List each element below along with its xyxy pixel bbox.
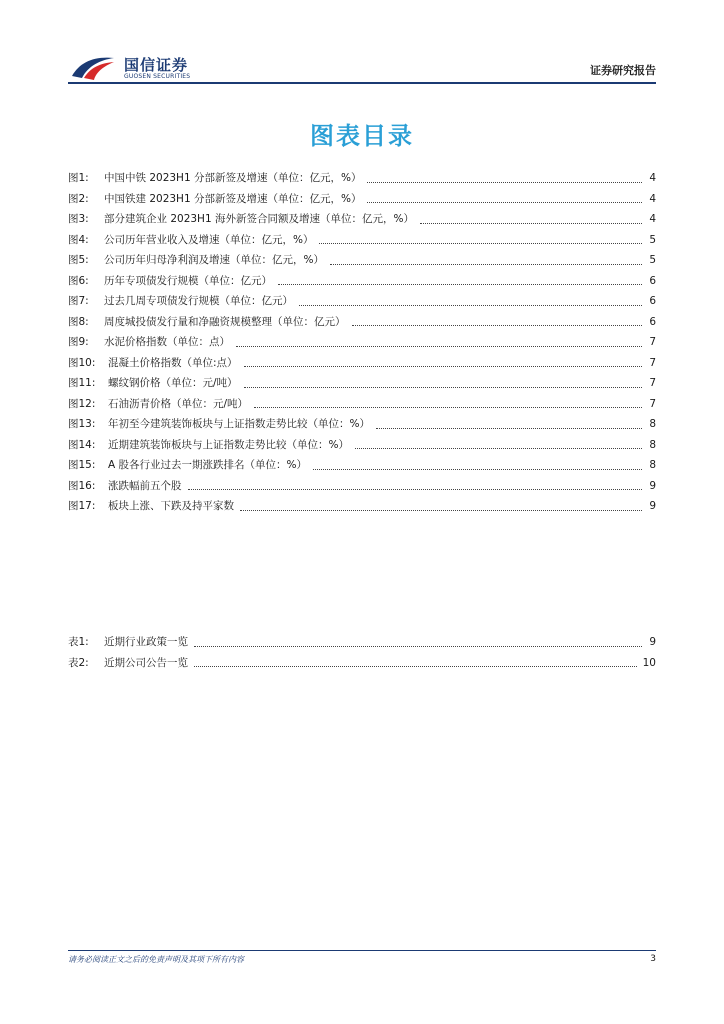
dot-leader	[194, 646, 642, 647]
logo-subtext: GUOSEN SECURITIES	[124, 73, 191, 80]
toc-entry-page: 4	[649, 213, 656, 226]
toc-entry-page: 6	[649, 315, 656, 328]
toc-entry-label: 图16:	[68, 479, 96, 492]
toc-entry[interactable]	[68, 230, 656, 251]
toc-entry-label: 图9:	[68, 336, 89, 349]
dot-leader	[355, 448, 642, 449]
toc-entry-title: 中国中铁 2023H1 分部新签及增速（单位：亿元，%）	[104, 172, 362, 185]
toc-entry-label: 图17:	[68, 500, 96, 513]
toc-entry-page: 7	[649, 397, 656, 410]
toc-entry[interactable]	[68, 271, 656, 292]
toc-entry[interactable]	[68, 632, 656, 653]
toc-entry[interactable]	[68, 455, 656, 476]
dot-leader	[376, 428, 642, 429]
toc-entry-label: 图7:	[68, 295, 89, 308]
dot-leader	[367, 202, 642, 203]
toc-entry-title: 石油沥青价格（单位：元/吨）	[108, 397, 249, 410]
dot-leader	[244, 387, 642, 388]
toc-entry-page: 9	[649, 500, 656, 513]
toc-entry-label: 图11:	[68, 377, 96, 390]
toc-entry[interactable]	[68, 373, 656, 394]
page-title: 图表目录	[310, 122, 414, 150]
toc-entry-label: 图12:	[68, 397, 96, 410]
toc-entry-page: 8	[649, 438, 656, 451]
dot-leader	[299, 305, 642, 306]
toc-entry[interactable]	[68, 209, 656, 230]
toc-entry-page: 7	[649, 356, 656, 369]
toc-entry-label: 图13:	[68, 418, 96, 431]
toc-entry-page: 7	[649, 377, 656, 390]
toc-entry-label: 图10:	[68, 356, 96, 369]
toc-entry-title: 近期建筑装饰板块与上证指数走势比较（单位：%）	[108, 438, 349, 451]
toc-entry-title: 板块上涨、下跌及持平家数	[108, 500, 234, 513]
dot-leader	[367, 182, 642, 183]
toc-entry[interactable]	[68, 168, 656, 189]
toc-entry-page: 4	[649, 172, 656, 185]
toc-entry-title: 近期行业政策一览	[104, 636, 188, 649]
toc-entry-label: 表2:	[68, 656, 89, 669]
dot-leader	[352, 325, 643, 326]
toc-entry[interactable]	[68, 332, 656, 353]
toc-entry-label: 图8:	[68, 315, 89, 328]
toc-entry-page: 10	[642, 656, 656, 669]
toc-entry[interactable]	[68, 189, 656, 210]
toc-entry[interactable]	[68, 435, 656, 456]
toc-entry-title: 过去几周专项债发行规模（单位：亿元）	[104, 295, 293, 308]
figure-list	[68, 168, 656, 517]
toc-entry-page: 9	[649, 479, 656, 492]
logo-text: 国信证券	[124, 56, 189, 74]
toc-entry-title: 公司历年营业收入及增速（单位：亿元，%）	[104, 233, 314, 246]
toc-entry-page: 7	[649, 336, 656, 349]
toc-entry-page: 5	[649, 233, 656, 246]
toc-entry[interactable]	[68, 291, 656, 312]
toc-entry[interactable]	[68, 250, 656, 271]
toc-entry[interactable]	[68, 496, 656, 517]
toc-entry-title: 历年专项债发行规模（单位：亿元）	[104, 274, 272, 287]
toc-entry[interactable]	[68, 312, 656, 333]
toc-entry-page: 6	[649, 295, 656, 308]
toc-entry-title: 中国铁建 2023H1 分部新签及增速（单位：亿元，%）	[104, 192, 362, 205]
dot-leader	[330, 264, 642, 265]
page-number: 3	[650, 954, 656, 964]
dot-leader	[240, 510, 642, 511]
footer-divider	[68, 950, 656, 951]
dot-leader	[278, 284, 642, 285]
toc-entry[interactable]	[68, 476, 656, 497]
dot-leader	[313, 469, 642, 470]
table-list	[68, 632, 656, 673]
toc-entry-label: 图6:	[68, 274, 89, 287]
toc-entry-title: A 股各行业过去一期涨跌排名（单位：%）	[108, 459, 307, 472]
toc-entry-page: 8	[649, 459, 656, 472]
toc-entry-title: 螺纹钢价格（单位：元/吨）	[108, 377, 238, 390]
toc-entry-label: 图3:	[68, 213, 89, 226]
toc-entry-title: 近期公司公告一览	[104, 656, 188, 669]
toc-entry-title: 周度城投债发行量和净融资规模整理（单位：亿元）	[104, 315, 346, 328]
toc-entry-label: 图14:	[68, 438, 96, 451]
toc-entry-page: 5	[649, 254, 656, 267]
toc-entry[interactable]	[68, 653, 656, 674]
dot-leader	[194, 666, 637, 667]
dot-leader	[236, 346, 642, 347]
dot-leader	[188, 489, 643, 490]
toc-entry-label: 图4:	[68, 233, 89, 246]
toc-entry-page: 9	[649, 636, 656, 649]
toc-entry[interactable]	[68, 414, 656, 435]
toc-entry-title: 公司历年归母净利润及增速（单位：亿元，%）	[104, 254, 324, 267]
toc-entry-title: 水泥价格指数（单位：点）	[104, 336, 230, 349]
toc-entry-label: 图2:	[68, 192, 89, 205]
toc-entry-title: 年初至今建筑装饰板块与上证指数走势比较（单位：%）	[108, 418, 370, 431]
page-header	[68, 48, 656, 84]
toc-entry[interactable]	[68, 353, 656, 374]
dot-leader	[420, 223, 642, 224]
dot-leader	[244, 366, 642, 367]
report-type-label: 证券研究报告	[590, 64, 656, 77]
toc-entry-page: 4	[649, 192, 656, 205]
dot-leader	[319, 243, 642, 244]
header-divider	[68, 82, 656, 84]
toc-entry-title: 涨跌幅前五个股	[108, 479, 182, 492]
disclaimer-text: 请务必阅读正文之后的免责声明及其项下所有内容	[68, 955, 244, 964]
toc-entry-label: 图5:	[68, 254, 89, 267]
toc-entry[interactable]	[68, 394, 656, 415]
dot-leader	[254, 407, 642, 408]
toc-entry-page: 6	[649, 274, 656, 287]
toc-entry-page: 8	[649, 418, 656, 431]
toc-entry-label: 图15:	[68, 459, 96, 472]
toc-entry-label: 表1:	[68, 636, 89, 649]
toc-entry-title: 混凝土价格指数（单位:点）	[108, 356, 238, 369]
guosen-logo-icon	[70, 52, 116, 82]
toc-entry-title: 部分建筑企业 2023H1 海外新签合同额及增速（单位：亿元，%）	[104, 213, 414, 226]
toc-entry-label: 图1:	[68, 172, 89, 185]
